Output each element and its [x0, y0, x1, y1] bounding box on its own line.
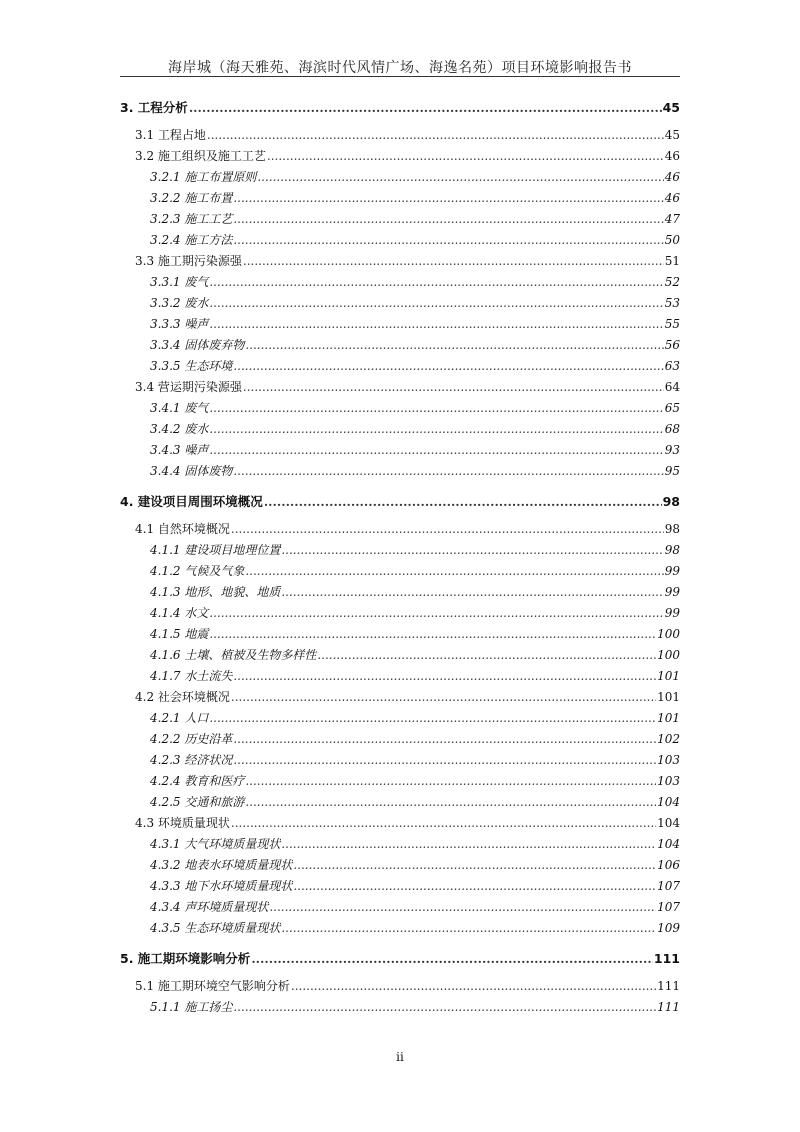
toc-entry-l3[interactable]	[150, 190, 680, 206]
toc-dot-leader	[233, 211, 663, 227]
toc-entry-label: 4.2.3 经济状况	[150, 753, 233, 767]
toc-entry-l3[interactable]	[150, 899, 680, 915]
toc-dot-leader	[264, 494, 662, 510]
toc-dot-leader	[209, 710, 656, 726]
toc-entry-page: 101	[657, 669, 680, 683]
toc-entry-page: 55	[664, 317, 680, 331]
toc-entry-l3[interactable]	[150, 563, 680, 579]
page-number: ii	[396, 1050, 404, 1064]
toc-entry-l2[interactable]	[135, 253, 680, 269]
toc-dot-leader	[209, 400, 663, 416]
toc-entry-label: 3.2.4 施工方法	[150, 233, 233, 247]
toc-dot-leader	[233, 358, 663, 374]
toc-dot-leader	[233, 999, 656, 1015]
toc-entry-page: 103	[657, 753, 680, 767]
toc-entry-label: 3.3.5 生态环境	[150, 359, 233, 373]
toc-entry-label: 3.3.2 废水	[150, 296, 209, 310]
toc-entry-l3[interactable]	[150, 542, 680, 558]
toc-entry-page: 111	[657, 979, 680, 993]
toc-dot-leader	[207, 127, 664, 143]
toc-entry-label: 4.1 自然环境概况	[135, 522, 230, 536]
toc-entry-l2[interactable]	[135, 127, 680, 143]
toc-entry-l3[interactable]	[150, 337, 680, 353]
toc-entry-label: 3.2 施工组织及施工工艺	[135, 149, 266, 163]
toc-entry-page: 56	[664, 338, 680, 352]
toc-dot-leader	[293, 857, 656, 873]
toc-entry-label: 4.1.3 地形、地貌、地质	[150, 585, 281, 599]
toc-entry-page: 99	[664, 606, 680, 620]
toc-entry-label: 3.2.2 施工布置	[150, 191, 233, 205]
toc-entry-label: 3.2.3 施工工艺	[150, 212, 233, 226]
toc-entry-label: 3.3.1 废气	[150, 275, 209, 289]
toc-entry-l3[interactable]	[150, 295, 680, 311]
toc-entry-label: 4.3.3 地下水环境质量现状	[150, 879, 293, 893]
toc-entry-label: 3.4.2 废水	[150, 422, 209, 436]
toc-dot-leader	[281, 584, 663, 600]
toc-entry-l2[interactable]	[135, 978, 680, 994]
toc-dot-leader	[233, 752, 656, 768]
toc-entry-l3[interactable]	[150, 878, 680, 894]
toc-dot-leader	[317, 647, 656, 663]
running-header: 海岸城（海天雅苑、海滨时代风情广场、海逸名苑）项目环境影响报告书	[168, 60, 632, 76]
toc-entry-label: 4.1.7 水土流失	[150, 669, 233, 683]
toc-entry-page: 50	[664, 233, 680, 247]
toc-entry-page: 51	[664, 254, 680, 268]
toc-dot-leader	[245, 563, 663, 579]
toc-dot-leader	[281, 920, 656, 936]
toc-entry-label: 3.1 工程占地	[135, 128, 206, 142]
toc-dot-leader	[233, 232, 663, 248]
toc-dot-leader	[233, 668, 656, 684]
toc-dot-leader	[209, 274, 663, 290]
toc-dot-leader	[243, 253, 664, 269]
toc-entry-l2[interactable]	[135, 148, 680, 164]
toc-entry-page: 106	[657, 858, 680, 872]
toc-entry-label: 4.1.6 土壤、植被及生物多样性	[150, 648, 317, 662]
toc-entry-page: 100	[657, 627, 680, 641]
toc-entry-page: 98	[664, 543, 680, 557]
toc-dot-leader	[209, 626, 656, 642]
toc-entry-l3[interactable]	[150, 274, 680, 290]
toc-dot-leader	[231, 815, 656, 831]
toc-entry-l2[interactable]	[135, 815, 680, 831]
toc-dot-leader	[245, 794, 656, 810]
toc-entry-label: 3.3.3 噪声	[150, 317, 209, 331]
toc-entry-label: 4.1.2 气候及气象	[150, 564, 245, 578]
toc-dot-leader	[245, 337, 663, 353]
toc-entry-page: 46	[664, 191, 680, 205]
toc-entry-page: 109	[657, 921, 680, 935]
toc-entry-l1[interactable]	[120, 951, 680, 967]
toc-entry-label: 4.3.2 地表水环境质量现状	[150, 858, 293, 872]
toc-entry-label: 3.3.4 固体废弃物	[150, 338, 245, 352]
toc-entry-page: 101	[657, 690, 680, 704]
toc-entry-l3[interactable]	[150, 920, 680, 936]
toc-dot-leader	[209, 442, 663, 458]
toc-entry-page: 98	[662, 494, 680, 509]
toc-entry-l2[interactable]	[135, 689, 680, 705]
toc-dot-leader	[281, 542, 663, 558]
toc-entry-page: 100	[657, 648, 680, 662]
toc-entry-label: 5.1.1 施工扬尘	[150, 1000, 233, 1014]
toc-entry-label: 4.1.5 地震	[150, 627, 209, 641]
toc-entry-page: 104	[657, 816, 680, 830]
toc-entry-l3[interactable]	[150, 400, 680, 416]
toc-entry-page: 95	[664, 464, 680, 478]
toc-entry-l3[interactable]	[150, 421, 680, 437]
toc-entry-page: 102	[657, 732, 680, 746]
toc-entry-l3[interactable]	[150, 211, 680, 227]
toc-entry-label: 3.2.1 施工布置原则	[150, 170, 257, 184]
toc-entry-label: 5.1 施工期环境空气影响分析	[135, 979, 290, 993]
toc-entry-label: 3.4.3 噪声	[150, 443, 209, 457]
toc-entry-l3[interactable]	[150, 731, 680, 747]
toc-entry-label: 4.3 环境质量现状	[135, 816, 230, 830]
toc-entry-page: 46	[664, 170, 680, 184]
toc-dot-leader	[209, 421, 663, 437]
toc-entry-label: 3.4 营运期污染源强	[135, 380, 242, 394]
toc-dot-leader	[257, 169, 663, 185]
toc-entry-page: 63	[664, 359, 680, 373]
toc-entry-label: 3.3 施工期污染源强	[135, 254, 242, 268]
toc-entry-l3[interactable]	[150, 232, 680, 248]
toc-dot-leader	[189, 100, 662, 116]
toc-dot-leader	[209, 316, 663, 332]
toc-entry-l3[interactable]	[150, 442, 680, 458]
toc-entry-label: 4.2.5 交通和旅游	[150, 795, 245, 809]
toc-entry-page: 93	[664, 443, 680, 457]
toc-entry-page: 45	[662, 100, 680, 115]
toc-entry-label: 4.2.1 人口	[150, 711, 209, 725]
toc-entry-l3[interactable]	[150, 857, 680, 873]
toc-entry-label: 4.3.1 大气环境质量现状	[150, 837, 281, 851]
toc-dot-leader	[233, 463, 663, 479]
toc-entry-l3[interactable]	[150, 647, 680, 663]
toc-entry-page: 107	[657, 900, 680, 914]
toc-entry-label: 4.2.2 历史沿革	[150, 732, 233, 746]
toc-dot-leader	[293, 878, 656, 894]
toc-entry-l3[interactable]	[150, 169, 680, 185]
toc-entry-l3[interactable]	[150, 752, 680, 768]
toc-entry-l3[interactable]	[150, 773, 680, 789]
toc-entry-l3[interactable]	[150, 316, 680, 332]
toc-dot-leader	[267, 148, 664, 164]
toc-entry-l3[interactable]	[150, 794, 680, 810]
toc-dot-leader	[281, 836, 656, 852]
toc-dot-leader	[231, 521, 664, 537]
toc-entry-label: 3. 工程分析	[120, 100, 188, 115]
toc-entry-page: 103	[657, 774, 680, 788]
toc-entry-page: 107	[657, 879, 680, 893]
toc-dot-leader	[243, 379, 664, 395]
toc-entry-label: 3.4.4 固体废物	[150, 464, 233, 478]
toc-entry-page: 98	[664, 522, 680, 536]
toc-entry-page: 104	[657, 837, 680, 851]
toc-entry-page: 104	[657, 795, 680, 809]
toc-entry-page: 52	[664, 275, 680, 289]
toc-dot-leader	[209, 605, 663, 621]
toc-dot-leader	[233, 731, 656, 747]
toc-entry-label: 4.2 社会环境概况	[135, 690, 230, 704]
toc-dot-leader	[291, 978, 656, 994]
toc-entry-page: 45	[664, 128, 680, 142]
toc-entry-l2[interactable]	[135, 521, 680, 537]
toc-entry-page: 46	[664, 149, 680, 163]
toc-entry-l3[interactable]	[150, 463, 680, 479]
toc-entry-l2[interactable]	[135, 379, 680, 395]
toc-entry-page: 68	[664, 422, 680, 436]
toc-entry-l3[interactable]	[150, 584, 680, 600]
toc-dot-leader	[245, 773, 656, 789]
toc-entry-page: 99	[664, 585, 680, 599]
toc-entry-label: 4.1.4 水文	[150, 606, 209, 620]
toc-entry-page: 99	[664, 564, 680, 578]
toc-entry-label: 4.3.5 生态环境质量现状	[150, 921, 281, 935]
toc-dot-leader	[269, 899, 656, 915]
toc-entry-label: 4.2.4 教育和医疗	[150, 774, 245, 788]
toc-entry-page: 111	[653, 951, 680, 966]
toc-entry-l3[interactable]	[150, 605, 680, 621]
toc-entry-label: 5. 施工期环境影响分析	[120, 951, 251, 966]
toc-entry-page: 53	[664, 296, 680, 310]
toc-entry-page: 101	[657, 711, 680, 725]
toc-entry-l1[interactable]	[120, 100, 680, 116]
toc-entry-page: 65	[664, 401, 680, 415]
toc-entry-page: 64	[664, 380, 680, 394]
toc-entry-page: 47	[664, 212, 680, 226]
toc-entry-label: 3.4.1 废气	[150, 401, 209, 415]
toc-entry-l3[interactable]	[150, 668, 680, 684]
toc-entry-l3[interactable]	[150, 358, 680, 374]
toc-entry-label: 4.1.1 建设项目地理位置	[150, 543, 281, 557]
toc-dot-leader	[231, 689, 656, 705]
toc-entry-l3[interactable]	[150, 710, 680, 726]
toc-entry-l3[interactable]	[150, 626, 680, 642]
toc-dot-leader	[209, 295, 663, 311]
toc-entry-l3[interactable]	[150, 836, 680, 852]
toc-entry-label: 4. 建设项目周围环境概况	[120, 494, 263, 509]
toc-entry-l1[interactable]	[120, 494, 680, 510]
toc-dot-leader	[233, 190, 663, 206]
toc-entry-page: 111	[657, 1000, 680, 1014]
toc-entry-l3[interactable]	[150, 999, 680, 1015]
toc-entry-label: 4.3.4 声环境质量现状	[150, 900, 269, 914]
toc-dot-leader	[251, 951, 653, 967]
